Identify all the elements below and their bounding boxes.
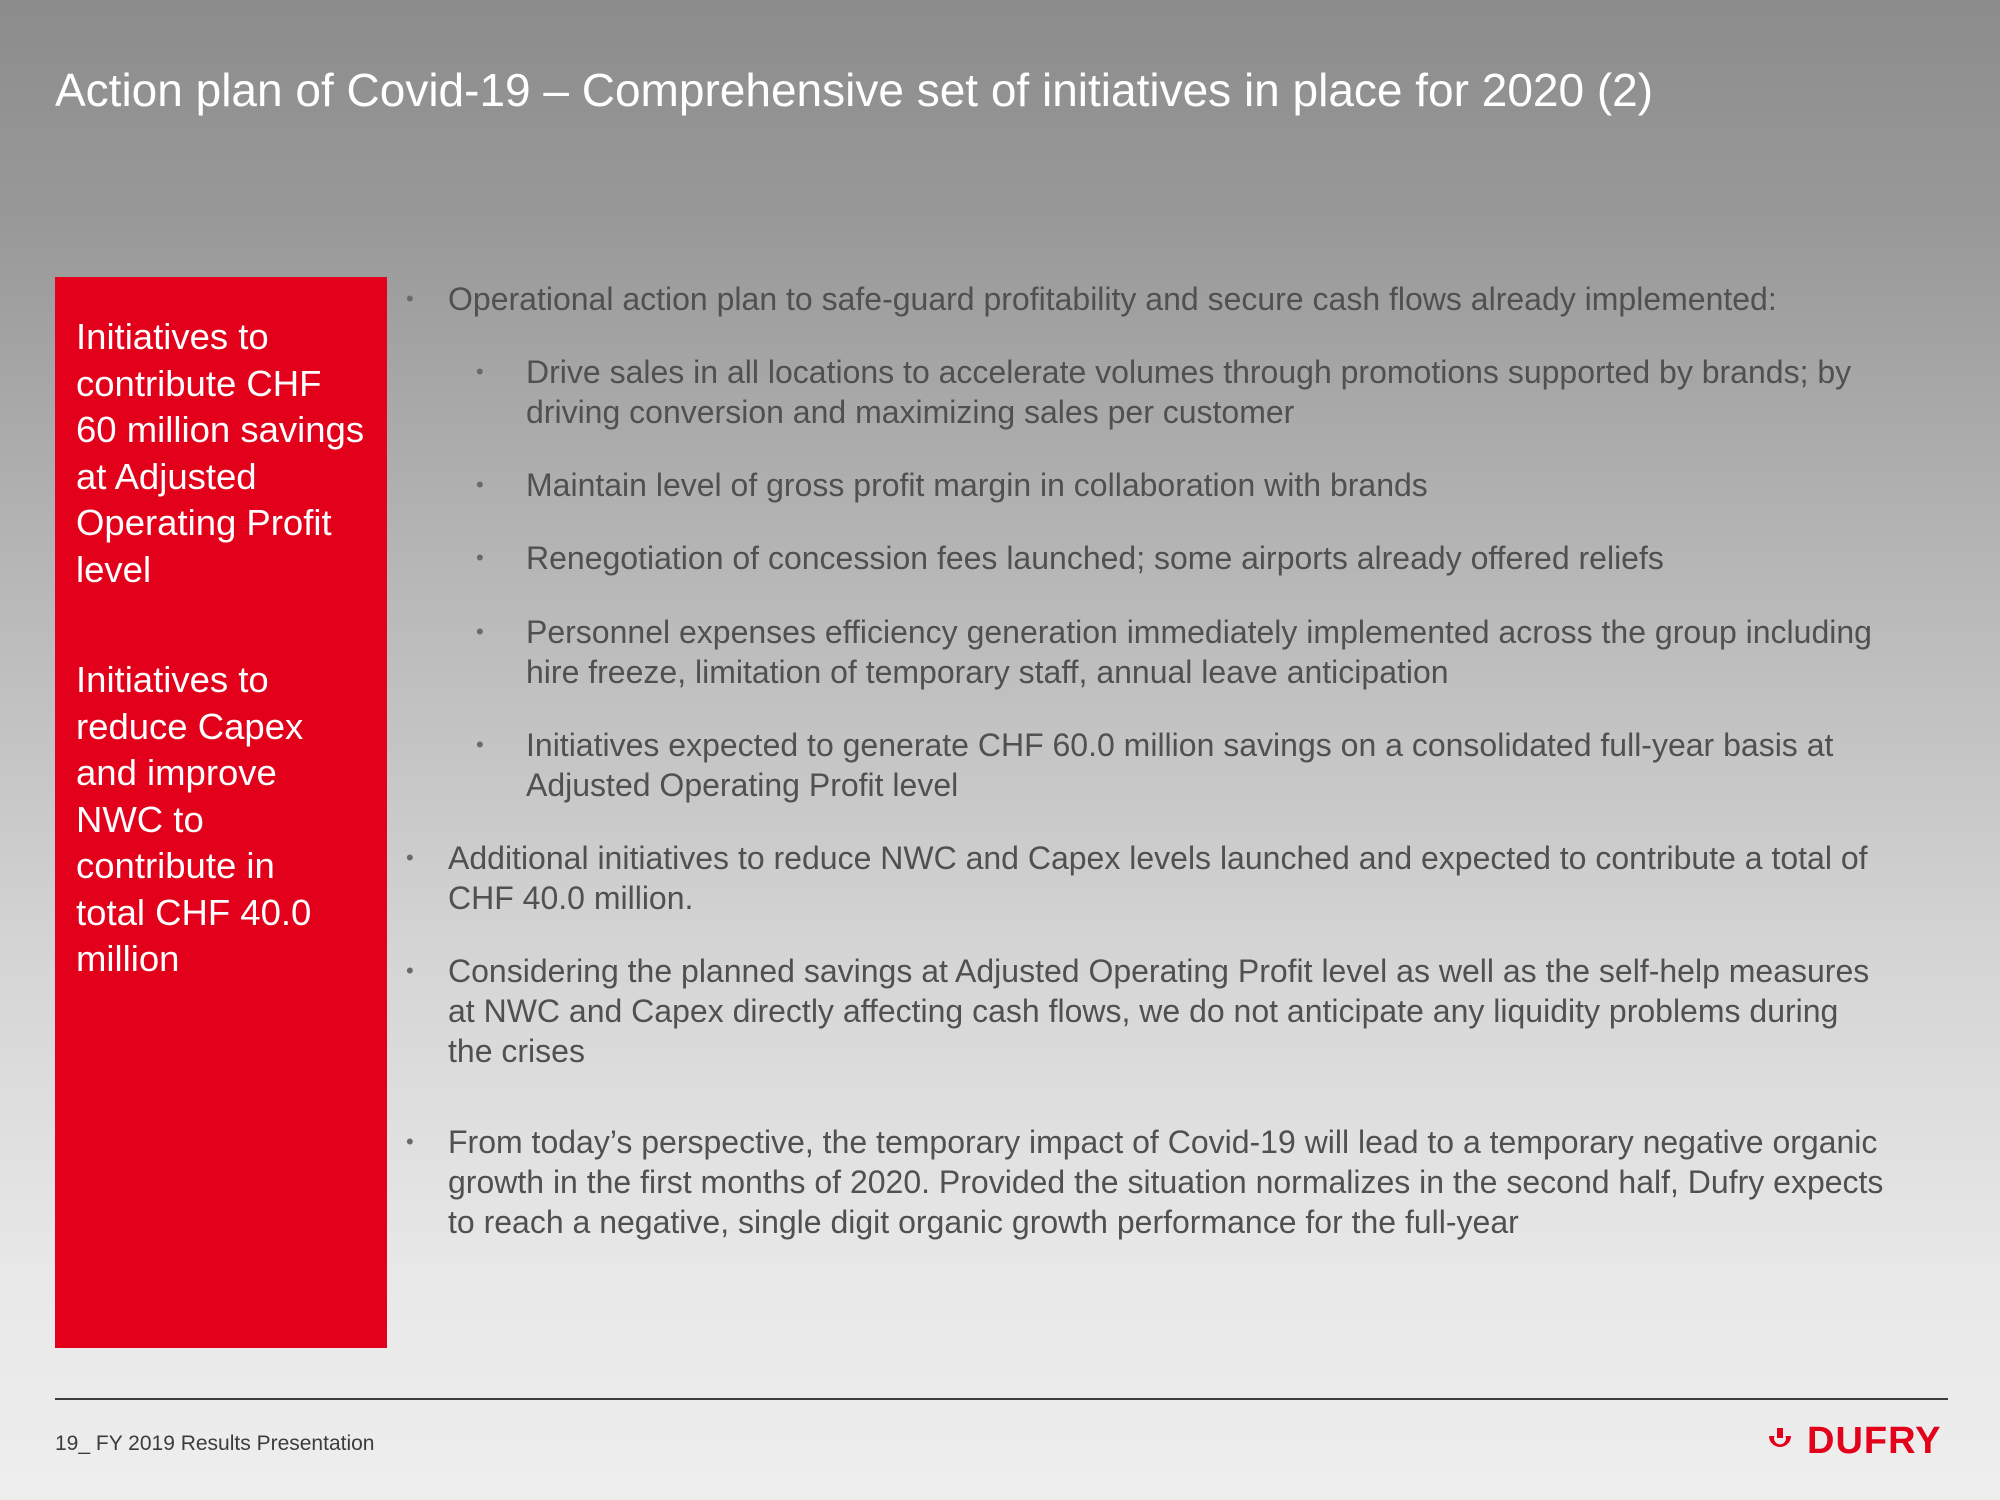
bullet-dot-icon: • <box>476 472 484 497</box>
summary-line: level <box>76 548 152 590</box>
bullet-dot-icon: • <box>476 619 484 644</box>
bullet-line: Adjusted Operating Profit level <box>526 767 959 803</box>
bullet-dot-icon: • <box>476 545 484 570</box>
bullet-line: Operational action plan to safe-guard profitability and secure cash flows already implemented: <box>448 281 1777 317</box>
sub-bullet-personnel <box>476 612 1872 692</box>
bullet-line: driving conversion and maximizing sales per customer <box>526 394 1295 430</box>
sub-bullet-savings <box>476 725 1834 805</box>
dufry-logo-icon <box>1765 1426 1795 1456</box>
logo-wordmark: DUFRY <box>1807 1420 1942 1462</box>
bullet-line: to reach a negative, single digit organic growth performance for the full-year <box>448 1204 1519 1240</box>
bullet-line: Considering the planned savings at Adjusted Operating Profit level as well as the self-help measures <box>448 953 1870 989</box>
summary-line: reduce Capex <box>76 705 304 747</box>
bullet-line: CHF 40.0 million. <box>448 880 694 916</box>
page-title: Action plan of Covid-19 – Comprehensive set of initiatives in place for 2020 (2) <box>55 64 1654 116</box>
bullet-dot-icon: • <box>406 845 414 870</box>
bullet-line: Drive sales in all locations to accelerate volumes through promotions supported by brands; by <box>526 354 1852 390</box>
summary-line: Operating Profit <box>76 502 332 543</box>
bullet-dot-icon: • <box>406 958 414 983</box>
summary-line: contribute CHF <box>76 362 322 404</box>
summary-line: at Adjusted <box>76 455 257 497</box>
bullet-line: Initiatives expected to generate CHF 60.0 million savings on a consolidated full-year basis at <box>526 727 1834 763</box>
bullet-line: the crises <box>448 1033 585 1069</box>
summary-line: Initiatives to <box>76 316 269 357</box>
bullet-line: From today’s perspective, the temporary impact of Covid-19 will lead to a temporary negative organic <box>448 1124 1878 1160</box>
summary-line: NWC to <box>76 798 204 840</box>
summary-line: contribute in <box>76 845 275 886</box>
bullet-line: hire freeze, limitation of temporary staff, annual leave anticipation <box>526 654 1449 690</box>
bullet-line: at NWC and Capex directly affecting cash flows, we do not anticipate any liquidity problems during <box>448 993 1839 1029</box>
bullet-line: Additional initiatives to reduce NWC and Capex levels launched and expected to contribute a total of <box>448 840 1868 876</box>
bullet-nwc-capex <box>406 838 1868 918</box>
bullet-liquidity <box>406 951 1870 1071</box>
bullet-line: growth in the first months of 2020. Provided the situation normalizes in the second half, Dufry expects <box>448 1164 1884 1200</box>
bullet-dot-icon: • <box>476 732 484 757</box>
bullet-dot-icon: • <box>406 286 414 311</box>
summary-line: total CHF 40.0 <box>76 891 312 933</box>
summary-line: million <box>76 938 180 979</box>
bullet-line: Personnel expenses efficiency generation immediately implemented across the group including <box>526 614 1872 650</box>
bullet-line: Renegotiation of concession fees launched; some airports already offered reliefs <box>526 540 1664 576</box>
dufry-logo <box>1765 1418 1941 1464</box>
sub-bullet-drive-sales <box>476 352 1852 432</box>
bullet-dot-icon: • <box>476 359 484 384</box>
summary-line: 60 million savings <box>76 409 365 450</box>
bullet-line: Maintain level of gross profit margin in collaboration with brands <box>526 467 1428 503</box>
summary-line: and improve <box>76 752 277 793</box>
footer-divider <box>55 1398 1948 1400</box>
sub-bullet-concession-fees <box>476 538 1664 578</box>
sub-bullet-gross-margin <box>476 465 1428 505</box>
bullet-operational-plan <box>406 279 1777 319</box>
footer-page-label: 19_ FY 2019 Results Presentation <box>55 1432 375 1455</box>
bullet-dot-icon: • <box>406 1129 414 1154</box>
bullet-organic-growth <box>406 1122 1884 1242</box>
summary-line: Initiatives to <box>76 659 269 700</box>
